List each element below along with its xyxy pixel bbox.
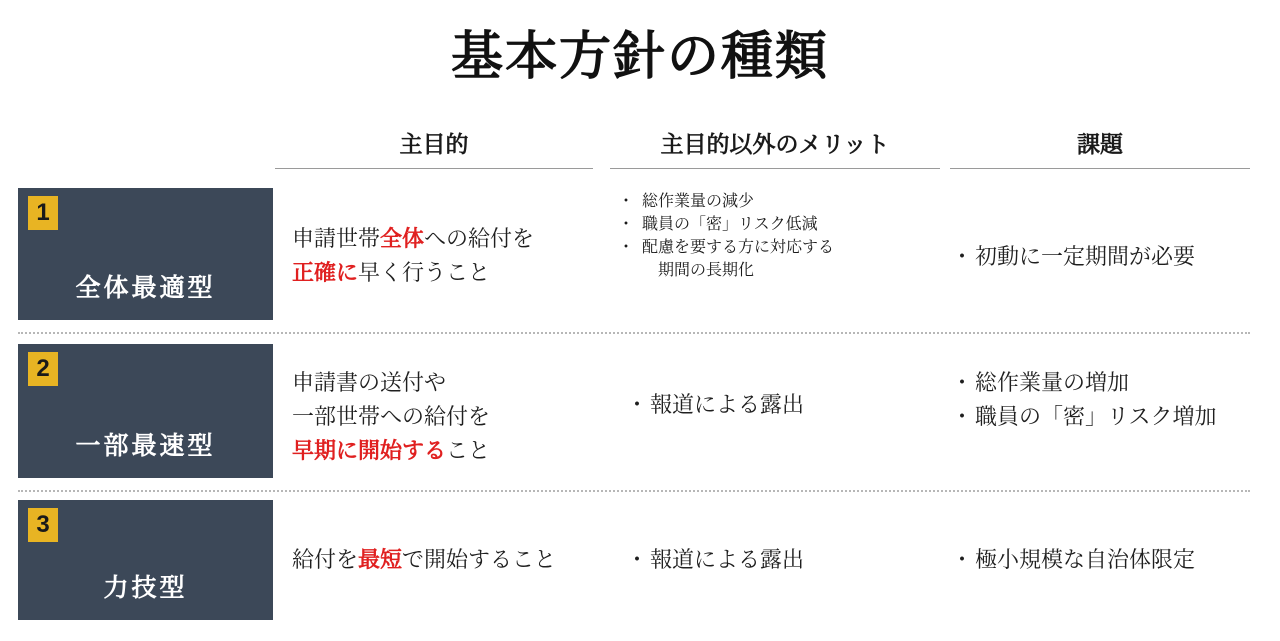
text-segment: で開始すること bbox=[402, 547, 557, 572]
column-header-other-merits bbox=[610, 126, 940, 169]
cell-row3-merits bbox=[630, 543, 950, 577]
highlight-segment: 全体 bbox=[380, 226, 425, 251]
row-number-badge: 2 bbox=[28, 352, 58, 386]
highlight-segment: 正確に bbox=[292, 260, 359, 286]
text-segment: 早く行うこと bbox=[358, 260, 491, 286]
cell-row2-merits bbox=[630, 388, 950, 422]
row-name: 一部最速型 bbox=[75, 432, 216, 460]
highlight-segment: 最短 bbox=[358, 547, 403, 572]
list-item: ・ 総作業量の減少 bbox=[622, 188, 952, 211]
row-number-badge: 3 bbox=[28, 508, 58, 542]
text-segment: こと bbox=[446, 438, 491, 464]
column-header-label: 主目的 bbox=[399, 131, 469, 157]
row-number-badge: 1 bbox=[28, 196, 58, 230]
column-header-main-purpose bbox=[275, 126, 593, 169]
header-rule bbox=[950, 168, 1250, 169]
text-segment: 申請書の送付や bbox=[292, 370, 447, 395]
column-header-issues bbox=[950, 126, 1250, 169]
page-title: 基本方針の種類 bbox=[450, 28, 829, 86]
column-header-label: 課題 bbox=[1077, 131, 1123, 157]
header-rule bbox=[275, 168, 593, 169]
row-label-2 bbox=[18, 344, 273, 478]
list-item: ・ 報道による露出 bbox=[630, 543, 950, 577]
list-item: 期間の長期化 bbox=[658, 262, 755, 279]
list-item: ・ 極小規模な自治体限定 bbox=[955, 543, 1265, 577]
list-item: ・ 配慮を要する方に対応する bbox=[622, 234, 952, 257]
text-segment: 一部世帯への給付を bbox=[292, 404, 491, 430]
list-item: ・ 職員の「密」リスク低減 bbox=[622, 211, 952, 234]
row-separator-2 bbox=[18, 490, 1250, 492]
column-header-label: 主目的以外のメリット bbox=[660, 131, 890, 157]
text-segment: への給付を bbox=[424, 226, 535, 251]
cell-row1-main-purpose bbox=[292, 222, 602, 290]
cell-row2-main-purpose bbox=[292, 366, 602, 468]
cell-row3-issues bbox=[955, 543, 1265, 577]
row-label-1 bbox=[18, 188, 273, 320]
cell-row2-issues bbox=[955, 366, 1265, 434]
row-separator-1 bbox=[18, 332, 1250, 334]
row-name: 力技型 bbox=[103, 574, 188, 602]
text-segment: 給付を bbox=[292, 547, 359, 572]
highlight-segment: 早期に開始する bbox=[292, 438, 447, 464]
header-rule bbox=[610, 168, 940, 169]
row-name: 全体最適型 bbox=[75, 274, 216, 302]
list-item: ・ 初動に一定期間が必要 bbox=[955, 240, 1255, 274]
row-label-3 bbox=[18, 500, 273, 620]
cell-row3-main-purpose bbox=[292, 543, 612, 577]
cell-row1-merits bbox=[622, 188, 952, 280]
text-segment: 申請世帯 bbox=[292, 226, 381, 251]
list-item: ・ 職員の「密」リスク増加 bbox=[955, 400, 1265, 434]
cell-row1-issues bbox=[955, 240, 1255, 274]
list-item: ・ 総作業量の増加 bbox=[955, 366, 1265, 400]
list-item: ・ 報道による露出 bbox=[630, 388, 950, 422]
